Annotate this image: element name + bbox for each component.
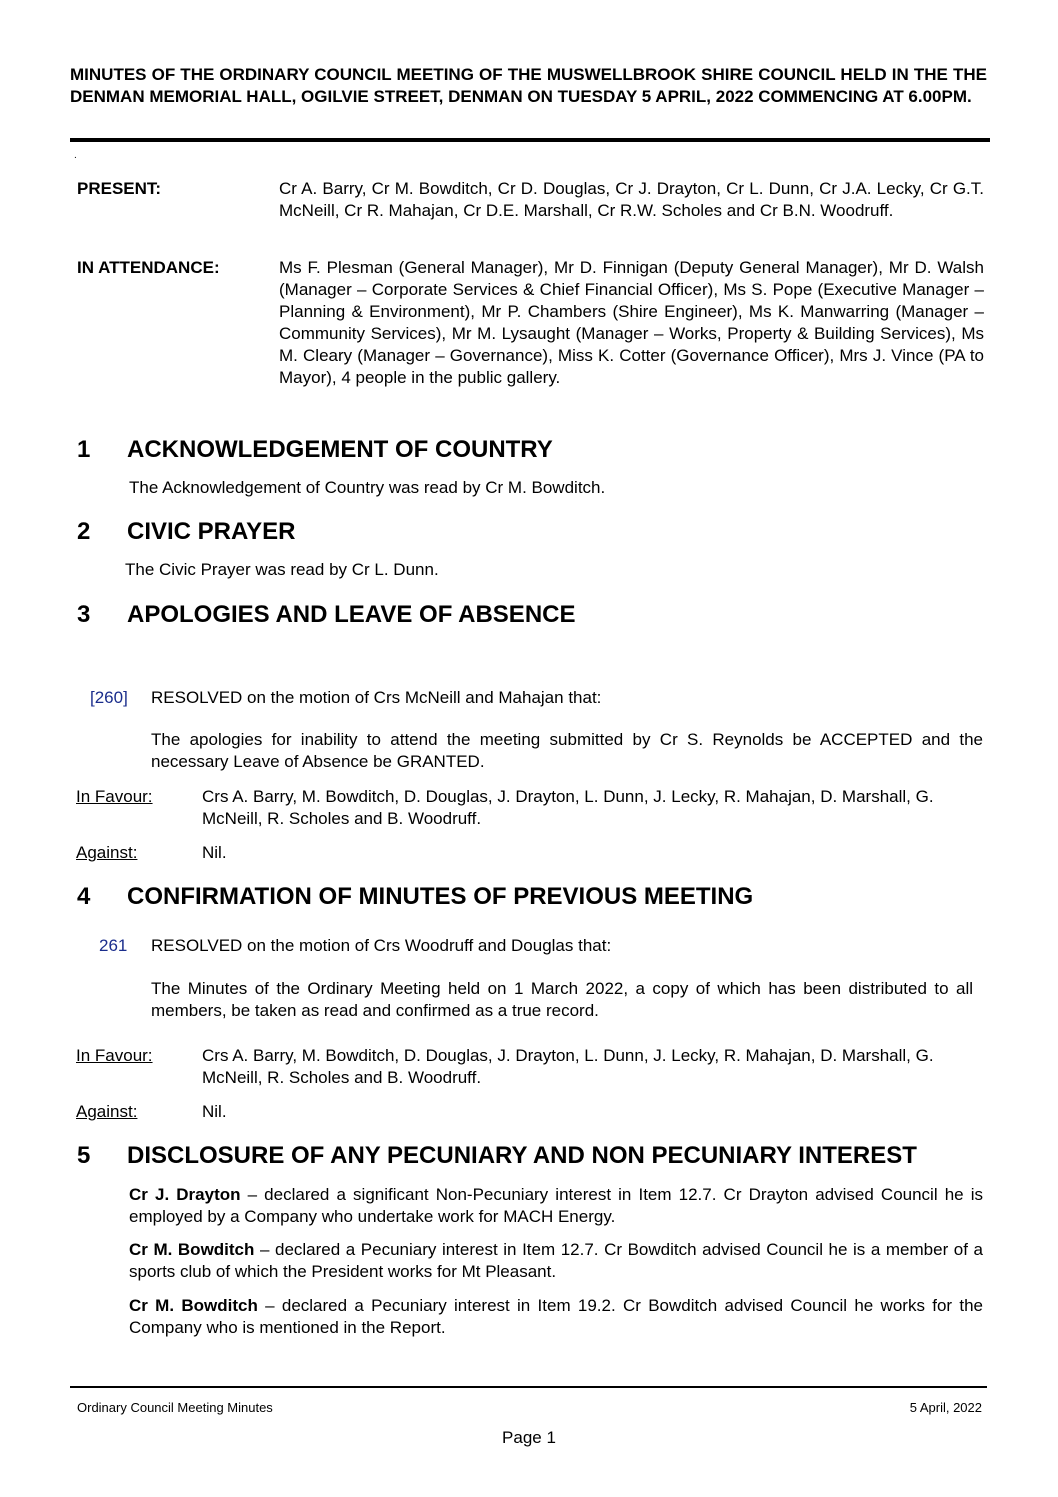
section-number: 4: [77, 883, 91, 910]
against-label: Against:: [76, 843, 138, 862]
in-favour-list: Crs A. Barry, M. Bowditch, D. Douglas, J. Drayton, L. Dunn, J. Lecky, R. Mahajan, D. Marshall, G. McNeill, R. Scholes and B. Woodruff.: [202, 787, 934, 828]
resolution-261-text: The Minutes of the Ordinary Meeting held on 1 March 2022, a copy of which has been distributed to all members, be taken as read and confirmed as a true record.: [151, 979, 973, 1020]
header-divider: [70, 138, 990, 142]
disclosure-councillor-name: Cr M. Bowditch: [129, 1240, 255, 1259]
page-number: Page 1: [502, 1428, 556, 1447]
disclosure-councillor-name: Cr J. Drayton: [129, 1185, 241, 1204]
section-title: CONFIRMATION OF MINUTES OF PREVIOUS MEETING: [127, 883, 754, 910]
section-number: 1: [77, 436, 91, 463]
acknowledgement-text: The Acknowledgement of Country was read by Cr M. Bowditch.: [129, 478, 606, 497]
in-favour-label: In Favour:: [76, 787, 153, 806]
disclosure-item: [129, 1184, 983, 1228]
resolution-260-motion: RESOLVED on the motion of Crs McNeill and Mahajan that:: [151, 688, 602, 707]
footer-divider: [70, 1386, 987, 1388]
section-title: DISCLOSURE OF ANY PECUNIARY AND NON PECUNIARY INTEREST: [127, 1142, 917, 1169]
against-value: Nil.: [202, 843, 227, 862]
against-label: Against:: [76, 1102, 138, 1121]
section-number: 5: [77, 1142, 91, 1169]
section-title: CIVIC PRAYER: [127, 518, 296, 545]
disclosure-item: [129, 1295, 983, 1339]
footer-document-title: Ordinary Council Meeting Minutes: [77, 1400, 273, 1415]
resolution-number-260: [260]: [90, 688, 128, 707]
present-value: Cr A. Barry, Cr M. Bowditch, Cr D. Douglas, Cr J. Drayton, Cr L. Dunn, Cr J.A. Lecky, Cr G.T. McNeill, Cr R. Mahajan, Cr D.E. Marshall, Cr R.W. Scholes and Cr B.N. Woodruff.: [279, 179, 984, 220]
section-number: 2: [77, 518, 91, 545]
section-title: ACKNOWLEDGEMENT OF COUNTRY: [127, 436, 553, 463]
disclosure-councillor-name: Cr M. Bowditch: [129, 1296, 258, 1315]
present-row: [77, 178, 987, 248]
section-title: APOLOGIES AND LEAVE OF ABSENCE: [127, 601, 576, 628]
disclosure-text: – declared a significant Non-Pecuniary interest in Item 12.7. Cr Drayton advised Council he is employed by a Company who undertake work for MACH Energy.: [129, 1185, 984, 1226]
disclosure-text: – declared a Pecuniary interest in Item 19.2. Cr Bowditch advised Council he works for the Company who is mentioned in the Report.: [129, 1296, 983, 1337]
header-dot: .: [74, 150, 77, 161]
attendance-row: [77, 257, 987, 417]
attendance-label: IN ATTENDANCE:: [77, 258, 220, 277]
in-favour-label: In Favour:: [76, 1046, 153, 1065]
prayer-text: The Civic Prayer was read by Cr L. Dunn.: [125, 560, 439, 579]
footer-date: 5 April, 2022: [909, 1400, 982, 1415]
disclosure-text: – declared a Pecuniary interest in Item 12.7. Cr Bowditch advised Council he is a member of a sports club of which the President works for Mt Pleasant.: [129, 1240, 983, 1281]
resolution-261-motion: RESOLVED on the motion of Crs Woodruff and Douglas that:: [151, 936, 612, 955]
section-number: 3: [77, 601, 91, 628]
resolution-number-261: 261: [99, 936, 128, 955]
against-value: Nil.: [202, 1102, 227, 1121]
resolution-260-text: The apologies for inability to attend the meeting submitted by Cr S. Reynolds be ACCEPTED and the necessary Leave of Absence be GRANTED.: [151, 730, 983, 771]
in-favour-list: Crs A. Barry, M. Bowditch, D. Douglas, J. Drayton, L. Dunn, J. Lecky, R. Mahajan, D. Marshall, G. McNeill, R. Scholes and B. Woodruff.: [202, 1046, 934, 1087]
present-label: PRESENT:: [77, 179, 162, 198]
attendance-value: Ms F. Plesman (General Manager), Mr D. Finnigan (Deputy General Manager), Mr D. Walsh (Manager – Corporate Services & Chief Financial Officer), Ms S. Pope (Executive Manager – Planning & Environment), Mr P. Chambers (Shire Engineer), Ms K. Manwarring (Manager – Community Services), Mr M. Lysaught (Manager – Works, Property & Building Services), Ms M. Cleary (Manager – Governance), Miss K. Cotter (Governance Officer), Mrs J. Vince (PA to Mayor), 4 people in the public gallery.: [279, 258, 984, 387]
disclosure-item: [129, 1239, 983, 1283]
minutes-header-title: MINUTES OF THE ORDINARY COUNCIL MEETING OF THE MUSWELLBROOK SHIRE COUNCIL HELD IN THE THE DENMAN MEMORIAL HALL, OGILVIE STREET, DENMAN ON TUESDAY 5 APRIL, 2022 COMMENCING AT 6.00PM.: [70, 65, 987, 106]
